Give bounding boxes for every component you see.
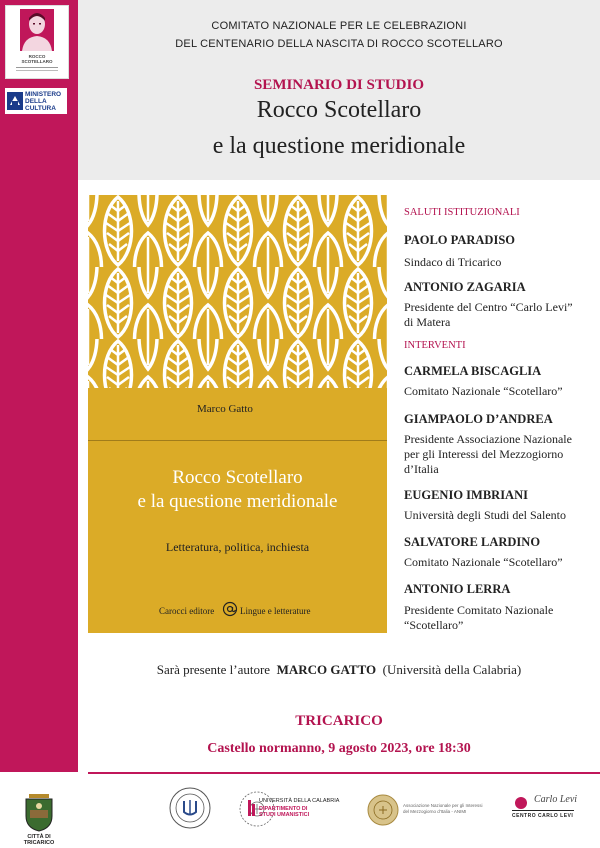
program-entry bbox=[404, 508, 594, 523]
speaker-name: GIAMPAOLO D’ANDREA bbox=[404, 412, 553, 426]
ministry-line1: MINISTERO bbox=[25, 91, 62, 98]
program-entry bbox=[404, 432, 594, 477]
program-entry bbox=[404, 412, 594, 427]
program-entry bbox=[404, 280, 594, 295]
speaker-role: di Matera bbox=[404, 315, 451, 329]
comune-label: CITTÀ DI TRICARICO bbox=[23, 834, 55, 846]
scotellaro-logo bbox=[5, 5, 69, 79]
animi-line1: Associazione Nazionale per gli Interessi bbox=[403, 803, 483, 808]
comune-tricarico-logo bbox=[14, 790, 64, 848]
speaker-name: ANTONIO ZAGARIA bbox=[404, 280, 526, 294]
ministry-line3: CULTURA bbox=[25, 105, 56, 112]
program-entry bbox=[404, 300, 594, 330]
page-title-line2: e la questione meridionale bbox=[212, 133, 466, 159]
book-author: Marco Gatto bbox=[197, 403, 253, 415]
speaker-name: PAOLO PARADISO bbox=[404, 233, 515, 247]
book-series: Lingue e letterature bbox=[240, 606, 311, 616]
unical-line2: DIPARTIMENTO DI bbox=[259, 806, 308, 812]
seminario-label: SEMINARIO DI STUDIO bbox=[253, 77, 425, 93]
unical-logo bbox=[248, 798, 344, 822]
program-entry bbox=[404, 233, 594, 248]
header-line1: COMITATO NAZIONALE PER LE CELEBRAZIONI bbox=[211, 20, 467, 32]
book-subtitle: Letteratura, politica, inchiesta bbox=[165, 540, 310, 554]
unical-mark-icon bbox=[248, 800, 256, 816]
book-cover bbox=[88, 195, 387, 633]
program-entry bbox=[404, 255, 594, 270]
speaker-role: Sindaco di Tricarico bbox=[404, 255, 502, 269]
logo-rule bbox=[16, 67, 58, 68]
author-presence bbox=[78, 662, 600, 678]
speaker-name: CARMELA BISCAGLIA bbox=[404, 364, 542, 378]
at-sign-icon bbox=[222, 601, 238, 617]
speaker-name: SALVATORE LARDINO bbox=[404, 535, 541, 549]
event-venue: Castello normanno, 9 agosto 2023, ore 18:30 bbox=[207, 741, 471, 756]
speaker-role: Presidente del Centro “Carlo Levi” bbox=[404, 300, 573, 314]
centro-carlo-levi-logo bbox=[512, 794, 592, 834]
speaker-role: Università degli Studi del Salento bbox=[404, 508, 566, 522]
presence-affiliation: (Università della Calabria) bbox=[382, 662, 522, 677]
interventi-label: INTERVENTI bbox=[404, 340, 466, 351]
levi-label: CENTRO CARLO LEVI bbox=[512, 813, 574, 819]
speaker-role: Comitato Nazionale “Scotellaro” bbox=[404, 384, 563, 398]
portrait-icon bbox=[20, 9, 54, 51]
saluti-label: SALUTI ISTITUZIONALI bbox=[404, 207, 520, 218]
event-city: TRICARICO bbox=[295, 713, 383, 729]
levi-mark-icon bbox=[514, 796, 528, 810]
header bbox=[78, 0, 600, 180]
leaf-pattern bbox=[88, 195, 387, 388]
speaker-role: Comitato Nazionale “Scotellaro” bbox=[404, 555, 563, 569]
book-title-line1: Rocco Scotellaro bbox=[172, 467, 303, 488]
page-title-line1: Rocco Scotellaro bbox=[256, 97, 422, 123]
logo-caption-line1: ROCCO bbox=[28, 54, 46, 59]
header-line2: DEL CENTENARIO DELLA NASCITA DI ROCCO SCOTELLARO bbox=[175, 38, 503, 50]
speaker-role: d’Italia bbox=[404, 462, 439, 476]
coat-of-arms-icon bbox=[14, 790, 64, 832]
ministry-text bbox=[25, 91, 61, 112]
book-rule bbox=[88, 440, 387, 441]
levi-rule bbox=[512, 810, 574, 811]
speaker-role: “Scotellaro” bbox=[404, 618, 464, 632]
unical-line1: UNIVERSITÀ DELLA CALABRIA bbox=[259, 798, 340, 804]
animi-seal-icon bbox=[367, 794, 399, 826]
program-entry bbox=[404, 488, 594, 503]
speaker-name: EUGENIO IMBRIANI bbox=[404, 488, 528, 502]
animi-line2: del Mezzogiorno d'Italia - ANIMI bbox=[403, 809, 467, 814]
program-entry bbox=[404, 384, 594, 399]
speaker-role: Presidente Associazione Nazionale bbox=[404, 432, 572, 446]
university-salento-seal bbox=[168, 786, 212, 830]
program-entry bbox=[404, 603, 594, 633]
levi-signature: Carlo Levi bbox=[534, 794, 578, 805]
book-publisher: Carocci editore bbox=[159, 606, 215, 616]
footer-rule bbox=[88, 772, 600, 774]
interventi-section bbox=[404, 340, 594, 351]
sidebar-band bbox=[0, 0, 78, 772]
ministry-emblem-icon bbox=[7, 92, 23, 110]
program-entry bbox=[404, 535, 594, 550]
program-entry bbox=[404, 364, 594, 379]
unical-line3: STUDI UMANISTICI bbox=[259, 812, 310, 818]
logo-caption-line2: SCOTELLARO bbox=[21, 59, 53, 64]
presence-prefix: Sarà presente l’autore bbox=[156, 662, 271, 677]
logo-rule bbox=[16, 70, 58, 71]
presence-author: MARCO GATTO bbox=[276, 662, 377, 677]
ministero-cultura-logo bbox=[5, 88, 67, 114]
speaker-role: per gli Interessi del Mezzogiorno bbox=[404, 447, 564, 461]
program-column bbox=[404, 207, 594, 218]
university-seal-icon bbox=[168, 786, 212, 830]
animi-logo bbox=[367, 794, 487, 828]
ministry-line2: DELLA bbox=[25, 98, 47, 105]
book-title-line2: e la questione meridionale bbox=[137, 491, 338, 512]
program-entry bbox=[404, 582, 594, 597]
program-entry bbox=[404, 555, 594, 570]
speaker-role: Presidente Comitato Nazionale bbox=[404, 603, 554, 617]
speaker-name: ANTONIO LERRA bbox=[404, 582, 511, 596]
